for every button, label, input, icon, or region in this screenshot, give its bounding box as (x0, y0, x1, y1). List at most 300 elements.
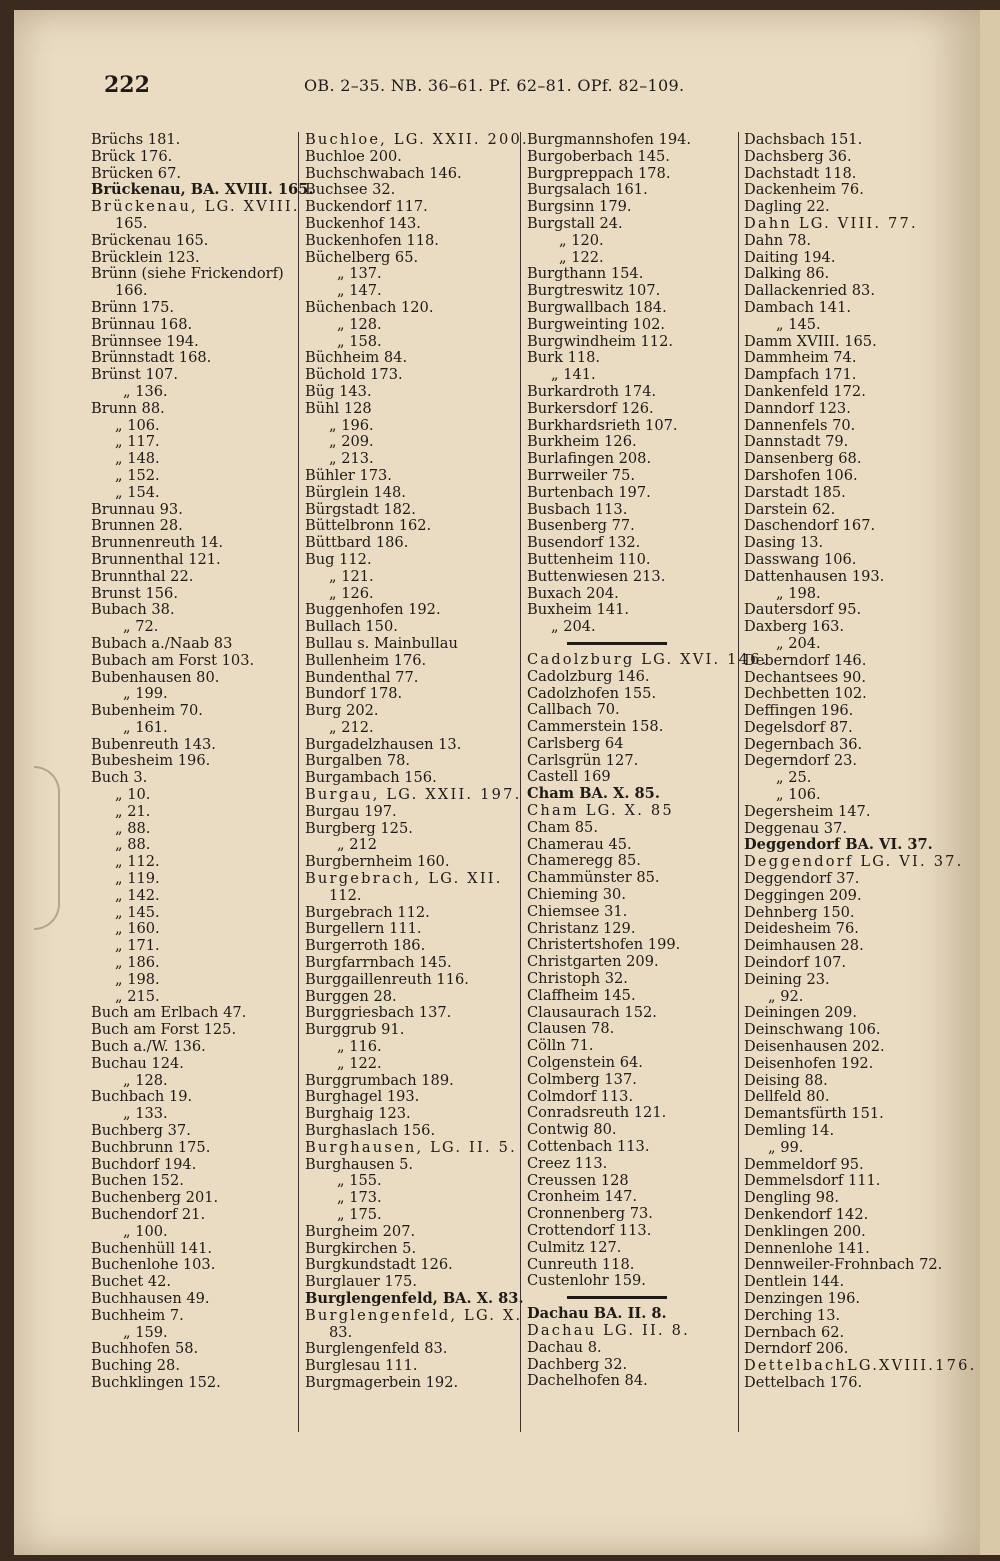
index-entry: Dalking 86. (744, 265, 830, 283)
index-entry: Bug 112. (305, 550, 372, 568)
index-entry: Dattenhausen 193. (744, 567, 885, 585)
index-entry: Danndorf 123. (744, 399, 851, 417)
index-entry: Burkersdorf 126. (527, 399, 654, 417)
index-entry: Bubach a./Naab 83 (91, 634, 233, 652)
index-entry: Dellfeld 80. (744, 1088, 830, 1106)
index-entry: „ 147. (337, 282, 382, 300)
index-entry: „ 212. (329, 718, 374, 736)
index-entry: Burgkirchen 5. (305, 1239, 417, 1257)
index-entry: „ 215. (115, 987, 160, 1005)
index-entry: Bürglein 148. (305, 483, 406, 501)
index-entry: Brunnthal 22. (91, 567, 194, 585)
column-divider (520, 132, 521, 1432)
index-entry: Buckenhof 143. (305, 214, 421, 232)
index-entry: Cammerstein 158. (527, 718, 664, 736)
index-entry: Deinschwang 106. (744, 1021, 881, 1039)
index-entry: Brünnau 168. (91, 315, 193, 333)
index-entry: Dachberg 32. (527, 1355, 628, 1373)
index-entry: Bubach am Forst 103. (91, 651, 255, 669)
index-entry: Buchenhüll 141. (91, 1239, 212, 1257)
index-entry: Bullach 150. (305, 618, 398, 636)
index-entry: Denzingen 196. (744, 1289, 861, 1307)
index-entry: Burghausen 5. (305, 1155, 414, 1173)
index-entry: Cölln 71. (527, 1037, 594, 1055)
index-entry: Bubenhausen 80. (91, 668, 220, 686)
index-entry: „ 186. (115, 954, 160, 972)
index-entry: „ 92. (768, 987, 804, 1005)
column-divider (738, 132, 739, 1432)
index-entry: Burkheim 126. (527, 433, 637, 451)
index-entry: Deiningen 209. (744, 1004, 857, 1022)
index-entry: Buch am Erlbach 47. (91, 1004, 247, 1022)
index-entry: Burggrumbach 189. (305, 1071, 454, 1089)
index-entry: Buchhofen 58. (91, 1340, 199, 1358)
index-entry: Deising 88. (744, 1071, 828, 1089)
index-entry: Christanz 129. (527, 919, 636, 937)
index-entry: Brunst 156. (91, 584, 178, 602)
index-entry: Dengling 98. (744, 1189, 840, 1207)
index-entry: Chiemsee 31. (527, 902, 628, 920)
index-entry: Dambach 141. (744, 298, 851, 316)
index-entry: 112. (329, 886, 362, 904)
index-entry: Dentlein 144. (744, 1273, 845, 1291)
index-entry: Dautersdorf 95. (744, 601, 862, 619)
index-entry: Bubesheim 196. (91, 752, 211, 770)
index-entry: Dennweiler-Frohnbach 72. (744, 1256, 943, 1274)
index-entry: Buchhausen 49. (91, 1289, 210, 1307)
index-entry: Burggriesbach 137. (305, 1004, 452, 1022)
index-entry: Burgoberbach 145. (527, 147, 670, 165)
index-entry: Dackenheim 76. (744, 181, 864, 199)
index-entry: Burggaillenreuth 116. (305, 970, 469, 988)
index-entry: Dampfach 171. (744, 366, 857, 384)
index-entry: Dachstadt 118. (744, 164, 857, 182)
index-entry: Buchschwabach 146. (305, 164, 462, 182)
index-entry: Burgalben 78. (305, 752, 411, 770)
index-entry: Buch am Forst 125. (91, 1021, 237, 1039)
index-entry: Buchbach 19. (91, 1088, 193, 1106)
index-entry: Burgebrach, LG. XII. (305, 870, 503, 888)
index-entry: Burggen 28. (305, 987, 397, 1005)
page-number: 222 (104, 72, 150, 98)
index-entry: Buchendorf 21. (91, 1206, 206, 1223)
index-entry: Burgellern 111. (305, 920, 422, 938)
index-entry: „ 159. (123, 1323, 168, 1341)
index-entry: Demling 14. (744, 1122, 835, 1140)
index-entry: Custenlohr 159. (527, 1272, 646, 1290)
index-entry: Dechbetten 102. (744, 685, 867, 703)
next-page-edge (980, 10, 1000, 1555)
index-entry: „ 213. (329, 450, 374, 468)
index-entry: Burglengenfeld, LG. X. (305, 1306, 523, 1324)
index-entry: „ 116. (337, 1038, 382, 1056)
index-entry: Deggendorf LG. VI. 37. (744, 853, 964, 871)
index-entry: Buxheim 141. (527, 601, 630, 619)
index-entry: Brünnsee 194. (91, 332, 199, 350)
page-header (104, 72, 764, 102)
index-entry: Clausaurach 152. (527, 1003, 657, 1021)
section-rule (567, 642, 667, 645)
index-entry: Degerndorf 23. (744, 752, 858, 770)
index-entry: Burk 118. (527, 349, 601, 367)
index-entry: Daschendorf 167. (744, 517, 876, 535)
index-entry: Demantsfürth 151. (744, 1105, 884, 1123)
index-entry: „ 152. (115, 466, 160, 484)
index-entry: Chameregg 85. (527, 852, 641, 870)
column-divider (298, 132, 299, 1432)
index-entry: Buckendorf 117. (305, 198, 428, 216)
index-entry: Cunreuth 118. (527, 1255, 635, 1273)
index-entry: Burglauer 175. (305, 1273, 417, 1291)
index-entry: „ 204. (551, 618, 596, 636)
index-entry: Buchenlohe 103. (91, 1256, 216, 1274)
index-entry: Degernbach 36. (744, 735, 863, 753)
index-entry: „ 148. (115, 450, 160, 468)
index-entry: Cronheim 147. (527, 1188, 638, 1206)
index-entry: „ 128. (123, 1071, 168, 1089)
index-entry: Burggrub 91. (305, 1021, 405, 1039)
index-entry: Burgau 197. (305, 802, 397, 820)
index-entry: Degelsdorf 87. (744, 718, 853, 736)
index-entry: Buckenhofen 118. (305, 231, 439, 249)
index-entry: Brunnau 93. (91, 500, 183, 518)
index-entry: „ 175. (337, 1206, 382, 1223)
index-entry: Burtenbach 197. (527, 483, 651, 501)
index-entry: Bubenreuth 143. (91, 735, 216, 753)
index-entry: Burghausen, LG. II. 5. (305, 1138, 517, 1156)
index-entry: Deggendorf BA. VI. 37. (744, 836, 933, 854)
index-entry: Carlsberg 64 (527, 734, 624, 752)
index-entry: Burkhardsrieth 107. (527, 416, 678, 434)
index-entry: Dasing 13. (744, 534, 824, 552)
index-entry: Burglengenfeld, BA. X. 83. (305, 1289, 524, 1307)
index-entry: Brunnenthal 121. (91, 550, 221, 568)
index-entry: Deisenhausen 202. (744, 1038, 885, 1056)
index-entry: Dennenlohe 141. (744, 1239, 870, 1257)
index-entry: Büttelbronn 162. (305, 517, 432, 535)
index-entry: Derching 13. (744, 1306, 841, 1324)
index-entry: Callbach 70. (527, 701, 620, 719)
index-entry: Burgerroth 186. (305, 937, 426, 955)
index-entry: Brunn 88. (91, 399, 165, 417)
index-entry: Contwig 80. (527, 1121, 617, 1139)
index-entry: Burgambach 156. (305, 769, 437, 787)
index-entry: Crottendorf 113. (527, 1222, 652, 1239)
index-entry: Brünn (siehe Frickendorf) (91, 265, 284, 283)
index-entry: Büchenbach 120. (305, 298, 434, 316)
index-entry: Dehnberg 150. (744, 903, 855, 921)
index-entry: Burgpreppach 178. (527, 164, 671, 182)
index-entry: Büttbard 186. (305, 534, 409, 552)
index-entry: Clausen 78. (527, 1020, 615, 1038)
index-entry: Buch 3. (91, 769, 148, 787)
index-entry: Christgarten 209. (527, 953, 659, 971)
index-entry: „ 204. (776, 634, 821, 652)
index-entry: Burrweiler 75. (527, 466, 635, 484)
index-entry: Denkendorf 142. (744, 1206, 869, 1223)
index-entry: „ 171. (115, 937, 160, 955)
index-entry: Büchheim 84. (305, 349, 408, 367)
index-entry: „ 88. (115, 819, 151, 837)
index-entry: „ 212 (337, 836, 378, 854)
index-entry: Damm XVIII. 165. (744, 332, 877, 350)
index-entry: 166. (115, 282, 148, 300)
index-entry: Carlsgrün 127. (527, 751, 639, 769)
index-entry: Burgsalach 161. (527, 181, 648, 199)
index-entry: Deggenau 37. (744, 819, 848, 837)
index-column-4 (744, 131, 977, 1392)
index-entry: Buttenheim 110. (527, 550, 651, 568)
index-entry: Brückenau, LG. XVIII. (91, 198, 300, 216)
index-entry: Burgwallbach 184. (527, 298, 667, 316)
index-entry: Brückenau 165. (91, 231, 209, 249)
index-entry: Bundorf 178. (305, 685, 403, 703)
index-entry: Bubach 38. (91, 601, 175, 619)
index-entry: Büg 143. (305, 382, 372, 400)
index-entry: Brünst 107. (91, 366, 178, 384)
index-entry: Dahn LG. VIII. 77. (744, 214, 918, 232)
index-entry: Dansenberg 68. (744, 450, 862, 468)
index-entry: Cham LG. X. 85 (527, 802, 674, 820)
index-entry: Busenberg 77. (527, 517, 635, 535)
index-entry: Deining 23. (744, 970, 830, 988)
index-entry: Dankenfeld 172. (744, 382, 866, 400)
index-entry: Burgfarrnbach 145. (305, 954, 452, 972)
index-entry: „ 199. (123, 685, 168, 703)
index-entry: „ 196. (329, 416, 374, 434)
index-entry: Buchheim 7. (91, 1306, 184, 1324)
index-entry: Busendorf 132. (527, 534, 641, 552)
index-entry: Colgenstein 64. (527, 1054, 643, 1072)
index-entry: Buggenhofen 192. (305, 601, 441, 619)
index-entry: Demmelsdorf 111. (744, 1172, 881, 1190)
index-entry: Deggingen 209. (744, 886, 862, 904)
index-entry: Bürgstadt 182. (305, 500, 416, 518)
index-entry: „ 137. (337, 265, 382, 283)
index-entry: Busbach 113. (527, 500, 628, 518)
index-entry: Cottenbach 113. (527, 1138, 650, 1156)
index-entry: Cham BA. X. 85. (527, 785, 660, 803)
index-entry: Burgau, LG. XXII. 197. (305, 786, 522, 804)
index-entry: Conradsreuth 121. (527, 1104, 667, 1122)
index-entry: Dachsbach 151. (744, 131, 863, 148)
index-entry: „ 10. (115, 786, 151, 804)
index-column-2 (305, 131, 529, 1392)
index-entry: Burghagel 193. (305, 1088, 420, 1106)
index-entry: Demmeldorf 95. (744, 1155, 864, 1173)
index-entry: Darshofen 106. (744, 466, 858, 484)
index-entry: Brunnenreuth 14. (91, 534, 224, 552)
index-entry: „ 72. (123, 618, 159, 636)
index-entry: Dachelhofen 84. (527, 1372, 648, 1390)
index-entry: „ 99. (768, 1138, 804, 1156)
index-entry: „ 136. (123, 382, 168, 400)
index-entry: Buchau 124. (91, 1054, 184, 1072)
index-entry: Dahn 78. (744, 231, 812, 249)
index-entry: Dechantsees 90. (744, 668, 866, 686)
index-entry: Brück 176. (91, 147, 173, 165)
index-entry: „ 209. (329, 433, 374, 451)
index-entry: Burgmannshofen 194. (527, 131, 692, 148)
index-entry: Daxberg 163. (744, 618, 845, 636)
index-entry: „ 198. (776, 584, 821, 602)
index-entry: Bullau s. Mainbullau (305, 634, 458, 652)
index-entry: Bühler 173. (305, 466, 392, 484)
index-entry: Burgberg 125. (305, 819, 413, 837)
index-entry: Burghaig 123. (305, 1105, 411, 1123)
index-entry: Buchdorf 194. (91, 1155, 197, 1173)
index-entry: Burgsinn 179. (527, 198, 632, 216)
index-entry: Cadolzhofen 155. (527, 684, 657, 702)
index-entry: Buxach 204. (527, 584, 619, 602)
index-entry: Dasswang 106. (744, 550, 857, 568)
index-entry: „ 21. (115, 802, 151, 820)
index-entry: „ 100. (123, 1222, 168, 1240)
index-entry: 83. (329, 1323, 353, 1341)
index-entry: „ 141. (551, 366, 596, 384)
index-entry: Burgmagerbein 192. (305, 1373, 459, 1391)
index-entry: Chammünster 85. (527, 869, 660, 887)
index-entry: Dannenfels 70. (744, 416, 856, 434)
index-entry: Creussen 128 (527, 1171, 629, 1189)
index-entry: „ 145. (115, 903, 160, 921)
binding-mark (34, 766, 60, 930)
index-entry: Chamerau 45. (527, 835, 632, 853)
index-entry: Büchelberg 65. (305, 248, 419, 266)
index-entry: Bubenheim 70. (91, 702, 203, 720)
index-entry: „ 121. (329, 567, 374, 585)
index-entry: „ 106. (115, 416, 160, 434)
index-entry: „ 155. (337, 1172, 382, 1190)
index-entry: Dagling 22. (744, 198, 830, 216)
index-entry: Burgstall 24. (527, 214, 623, 232)
section-rule (567, 1296, 667, 1299)
book-page (14, 10, 980, 1555)
index-entry: Dallackenried 83. (744, 282, 875, 300)
index-entry: 165. (115, 214, 148, 232)
index-entry: „ 117. (115, 433, 160, 451)
index-entry: Brücken 67. (91, 164, 181, 182)
index-entry: Castell 169 (527, 768, 611, 786)
index-entry: Brunnen 28. (91, 517, 183, 535)
index-entry: Buchberg 37. (91, 1122, 191, 1140)
index-entry: Chieming 30. (527, 886, 626, 904)
index-entry: Buchen 152. (91, 1172, 184, 1190)
index-entry: Burlafingen 208. (527, 450, 652, 468)
index-entry: „ 126. (329, 584, 374, 602)
index-entry: Bundenthal 77. (305, 668, 419, 686)
index-entry: Dachsberg 36. (744, 147, 852, 165)
index-entry: Deindorf 107. (744, 954, 847, 972)
index-entry: Deberndorf 146. (744, 651, 867, 669)
index-entry: Bühl 128 (305, 399, 372, 417)
index-entry: Burgheim 207. (305, 1222, 416, 1240)
index-entry: Brücklein 123. (91, 248, 200, 266)
index-entry: Buching 28. (91, 1357, 180, 1375)
index-entry: Culmitz 127. (527, 1238, 622, 1256)
index-entry: Burglengenfeld 83. (305, 1340, 448, 1358)
index-entry: Burg 202. (305, 702, 379, 720)
index-entry: „ 120. (559, 231, 604, 249)
index-entry: Degersheim 147. (744, 802, 871, 820)
index-entry: Buchenberg 201. (91, 1189, 219, 1207)
index-entry: Buch a./W. 136. (91, 1038, 206, 1056)
index-entry: Christoph 32. (527, 970, 628, 988)
index-entry: „ 173. (337, 1189, 382, 1207)
index-entry: Büchold 173. (305, 366, 403, 384)
index-entry: Burglesau 111. (305, 1357, 418, 1375)
index-entry: „ 142. (115, 886, 160, 904)
index-entry: Deidesheim 76. (744, 920, 859, 938)
index-entry: Brüchs 181. (91, 131, 181, 148)
index-column-3 (527, 131, 769, 1390)
index-entry: Burgkundstadt 126. (305, 1256, 453, 1274)
index-entry: Buchbrunn 175. (91, 1138, 211, 1156)
index-entry: Deisenhofen 192. (744, 1054, 874, 1072)
index-entry: Dannstadt 79. (744, 433, 849, 451)
index-entry: Burgthann 154. (527, 265, 644, 283)
index-entry: Deimhausen 28. (744, 937, 864, 955)
index-entry: Burgbernheim 160. (305, 853, 450, 871)
index-entry: Burghaslach 156. (305, 1122, 436, 1140)
index-entry: Buchklingen 152. (91, 1373, 221, 1391)
index-entry: Christertshofen 199. (527, 936, 681, 954)
index-entry: „ 161. (123, 718, 168, 736)
index-entry: Derndorf 206. (744, 1340, 849, 1358)
index-entry: „ 122. (559, 248, 604, 266)
index-entry: Dachau LG. II. 8. (527, 1321, 690, 1339)
index-entry: Colmdorf 113. (527, 1087, 634, 1105)
index-entry: Dachau 8. (527, 1338, 602, 1356)
index-column-1 (91, 131, 314, 1392)
index-entry: Brückenau, BA. XVIII. 165. (91, 181, 314, 199)
index-entry: „ 25. (776, 769, 812, 787)
index-entry: „ 160. (115, 920, 160, 938)
index-entry: „ 106. (776, 786, 821, 804)
index-entry: „ 133. (123, 1105, 168, 1123)
index-entry: DettelbachLG.XVIII.176. (744, 1357, 977, 1375)
index-entry: Dammheim 74. (744, 349, 857, 367)
index-entry: Dernbach 62. (744, 1323, 845, 1341)
index-entry: Brünnstadt 168. (91, 349, 212, 367)
index-entry: Darstadt 185. (744, 483, 846, 501)
index-entry: Burgadelzhausen 13. (305, 735, 462, 753)
index-entry: Buchloe 200. (305, 147, 402, 165)
index-entry: Bullenheim 176. (305, 651, 427, 669)
index-entry: „ 158. (337, 332, 382, 350)
index-entry: Denklingen 200. (744, 1222, 866, 1240)
index-entry: Darstein 62. (744, 500, 836, 518)
index-entry: Brünn 175. (91, 298, 175, 316)
running-head: OB. 2–35. NB. 36–61. Pf. 62–81. OPf. 82–109. (304, 76, 685, 95)
index-entry: Cronnenberg 73. (527, 1205, 653, 1223)
index-entry: Buchloe, LG. XXII. 200. (305, 131, 529, 148)
index-entry: Dettelbach 176. (744, 1373, 863, 1391)
index-entry: Buttenwiesen 213. (527, 567, 666, 585)
index-entry: Cadolzburg LG. XVI. 146. (527, 650, 769, 668)
index-entry: Creez 113. (527, 1154, 608, 1172)
index-entry: Daiting 194. (744, 248, 836, 266)
index-entry: Deffingen 196. (744, 702, 854, 720)
index-entry: „ 119. (115, 870, 160, 888)
index-entry: Cham 85. (527, 818, 598, 836)
index-entry: „ 128. (337, 315, 382, 333)
index-entry: Deggendorf 37. (744, 870, 860, 888)
index-entry: Burkardroth 174. (527, 382, 657, 400)
index-entry: Burgtreswitz 107. (527, 282, 661, 300)
index-entry: „ 145. (776, 315, 821, 333)
index-entry: Burgebrach 112. (305, 903, 430, 921)
